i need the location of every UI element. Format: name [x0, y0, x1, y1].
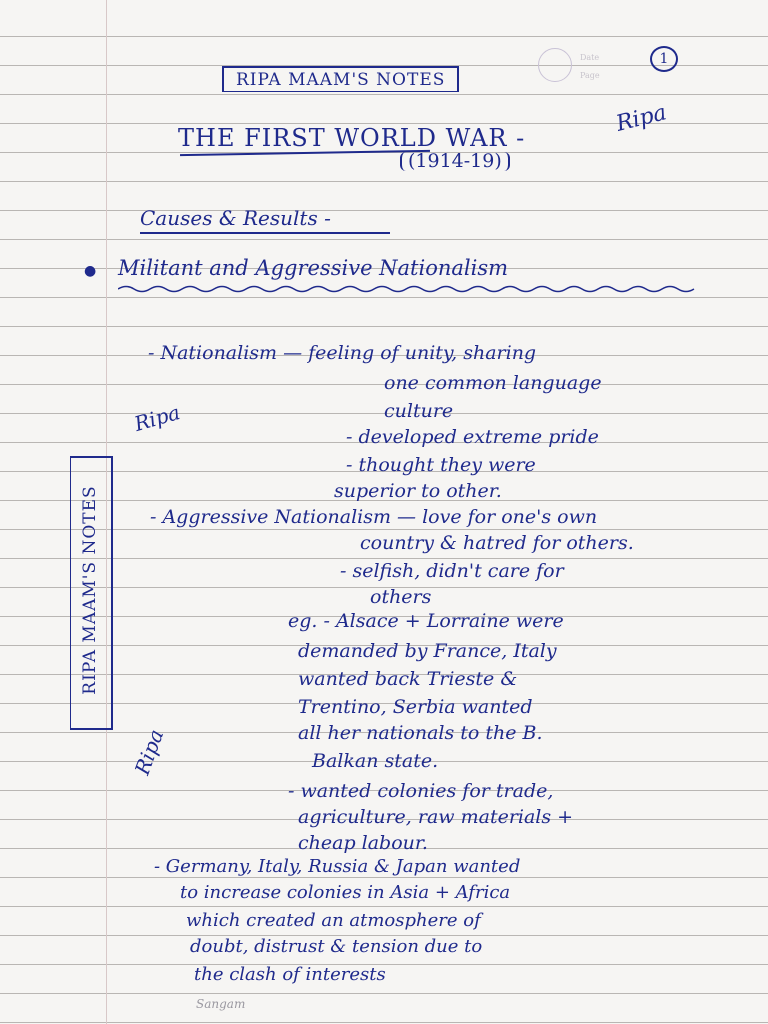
wavy-underline — [118, 284, 698, 294]
section-underline — [140, 232, 390, 234]
bullet-dot: ● — [84, 263, 97, 279]
page-number: 1 — [650, 46, 678, 72]
title-years: (1914-19) — [400, 152, 510, 171]
school-stamp-icon — [538, 48, 572, 82]
note-line: Balkan state. — [312, 750, 439, 772]
note-line: superior to other. — [334, 480, 502, 502]
note-line: cheap labour. — [298, 832, 428, 854]
signature-top: Ripa — [613, 100, 670, 137]
stamp-page-label: Page — [580, 71, 600, 80]
side-label: RIPA MAAM'S NOTES — [80, 485, 100, 695]
footer-signature: Sangam — [196, 997, 246, 1011]
note-line: others — [370, 586, 432, 608]
note-line: - developed extreme pride — [346, 426, 599, 448]
note-line: agriculture, raw materials + — [298, 806, 574, 828]
note-line: - selfish, didn't care for — [340, 560, 564, 582]
header-title-box: RIPA MAAM'S NOTES — [222, 66, 459, 92]
signature-low: Ripa — [129, 726, 169, 778]
note-line: all her nationals to the B. — [298, 722, 543, 744]
page-title: THE FIRST WORLD WAR - — [178, 124, 526, 152]
note-line: - thought they were — [346, 454, 536, 476]
note-line: one common language — [384, 372, 602, 394]
note-line: doubt, distrust & tension due to — [190, 936, 483, 957]
note-line: - wanted colonies for trade, — [288, 780, 554, 802]
note-line: Trentino, Serbia wanted — [298, 696, 533, 718]
section-heading: Causes & Results - — [140, 206, 331, 230]
note-line: wanted back Trieste & — [298, 668, 518, 690]
signature-mid: Ripa — [131, 400, 183, 436]
bullet-heading: Militant and Aggressive Nationalism — [118, 256, 509, 280]
note-line: demanded by France, Italy — [298, 640, 557, 662]
note-line: to increase colonies in Asia + Africa — [180, 882, 511, 903]
note-line: culture — [384, 400, 454, 422]
note-line: - Nationalism — feeling of unity, sharing — [148, 342, 537, 364]
note-line: country & hatred for others. — [360, 532, 634, 554]
stamp-date-label: Date — [580, 53, 600, 62]
note-line: eg. - Alsace + Lorraine were — [288, 610, 564, 632]
note-line: the clash of interests — [194, 964, 386, 985]
note-line: - Germany, Italy, Russia & Japan wanted — [154, 856, 521, 877]
note-line: which created an atmosphere of — [186, 910, 481, 931]
note-line: - Aggressive Nationalism — love for one's own — [150, 506, 598, 528]
